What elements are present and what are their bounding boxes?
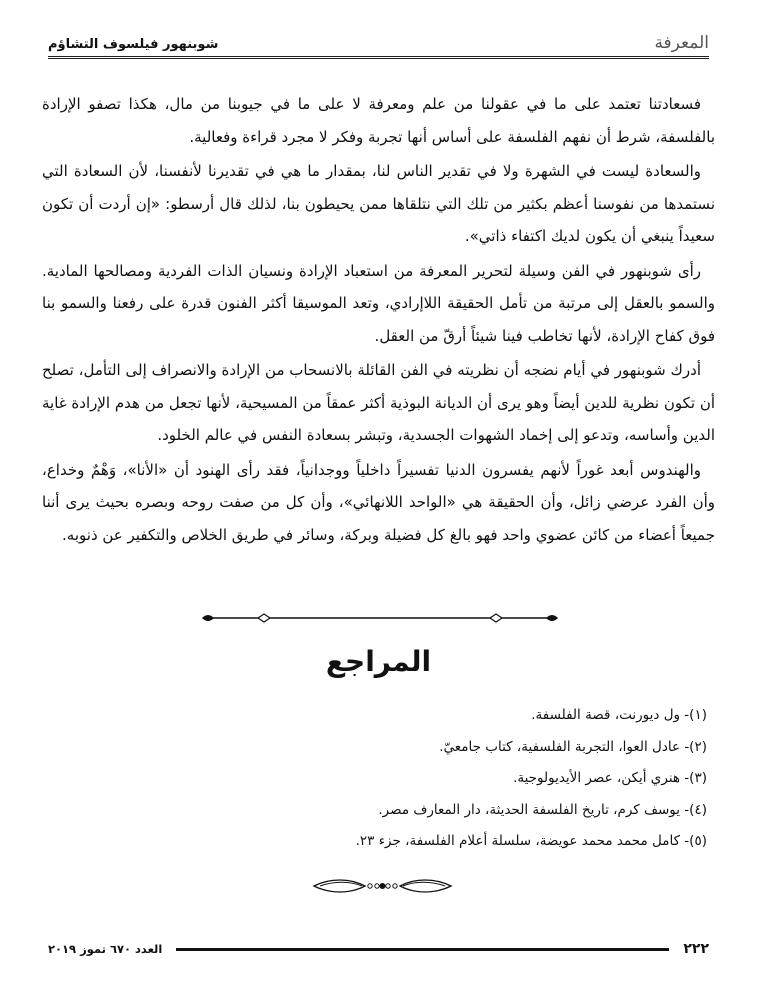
magazine-logo: المعرفة — [654, 33, 709, 53]
footer-rule — [176, 948, 669, 951]
reference-item: (٥)- كامل محمد محمد عويضة، سلسلة أعلام الفلسفة، جزء ٢٣. — [355, 833, 707, 849]
references-heading: المراجع — [325, 645, 432, 678]
issue-info: العدد ٦٧٠ تموز ٢٠١٩ — [48, 942, 163, 956]
paragraph: فسعادتنا تعتمد على ما في عقولنا من علم ومعرفة لا على ما في جيوبنا من مال، هكذا تصفو الإرادة بالفلسفة، شرط أن نفهم الفلسفة على أساس أنها تجربة وفكر لا مجرد قراءة وفعالية. — [42, 95, 715, 146]
reference-item: (١)- ول ديورنت، قصة الفلسفة. — [531, 707, 707, 723]
end-ornament — [310, 876, 455, 896]
page-header — [48, 20, 709, 59]
paragraph: أدرك شوبنهور في أيام نضجه أن نظريته في الفن القائلة بالانسحاب من الإرادة والانصراف إلى التأمل، تصلح أن تكون نظرية للدين أيضاً وهو يرى أن الديانة البوذية أكثر عمقاً من المسيحية، لأنها تجعل من هدم الإرادة غاية الدين وأساسه، وتدعو إلى إخماد الشهوات الجسدية، وتبشر بسعادة النفس في عالم الخلود. — [42, 361, 715, 444]
paragraph: رأى شوبنهور في الفن وسيلة لتحرير المعرفة من استعباد الإرادة ونسيان الذات الفردية ومصالحها المادية. والسمو بالعقل إلى مرتبة من تأمل الحقيقة اللاإرادي، وتعد الموسيقا أكثر الفنون قدرة على رفعنا والسمو بنا فوق كفاح الإرادة، لأنها تخاطب فينا شيئاً أرقّ من العقل. — [42, 261, 715, 345]
reference-item: (٤)- يوسف كرم، تاريخ الفلسفة الحديثة، دار المعارف مصر. — [378, 801, 707, 818]
article-body — [42, 88, 715, 553]
page-footer — [48, 938, 709, 960]
reference-item: (٣)- هنري أيكن، عصر الأيديولوجية. — [513, 770, 707, 786]
references-list — [50, 700, 707, 858]
page-number: ٢٢٢ — [683, 941, 709, 957]
reference-item: (٢)- عادل العوا، التجربة الفلسفية، كتاب جامعيّ. — [439, 738, 707, 755]
paragraph: والسعادة ليست في الشهرة ولا في تقدير الناس لنا، بمقدار ما هي في تقديرنا لأنفسنا، لأن السعادة التي نستمدها من نفوسنا أعظم بكثير من تلك التي نتلقاها ممن يحيطون بنا، لذلك قال أرسطو: «إن أردت أن تكون سعيداً ينبغي أن يكون لديك اكتفاء ذاتي». — [42, 162, 715, 245]
running-title: شوبنهور فيلسوف التشاؤم — [48, 37, 219, 52]
section-divider-ornament — [200, 610, 560, 626]
paragraph: والهندوس أبعد غوراً لأنهم يفسرون الدنيا تفسيراً داخلياً ووجدانياً، فقد رأى الهنود أن «الأنا»، وَهْمٌ وخداع، وأن الفرد عرضي زائل، وأن الحقيقة هي «الواحد اللانهائي»، وأن كل من صفت روحه وبصره بحيث يرى أننا جميعاً أعضاء من كائن عضوي واحد فهو بالغ كل فضيلة وبركة، وسائر في طريق الخلاص والتكفير عن ذنوبه. — [42, 460, 715, 544]
